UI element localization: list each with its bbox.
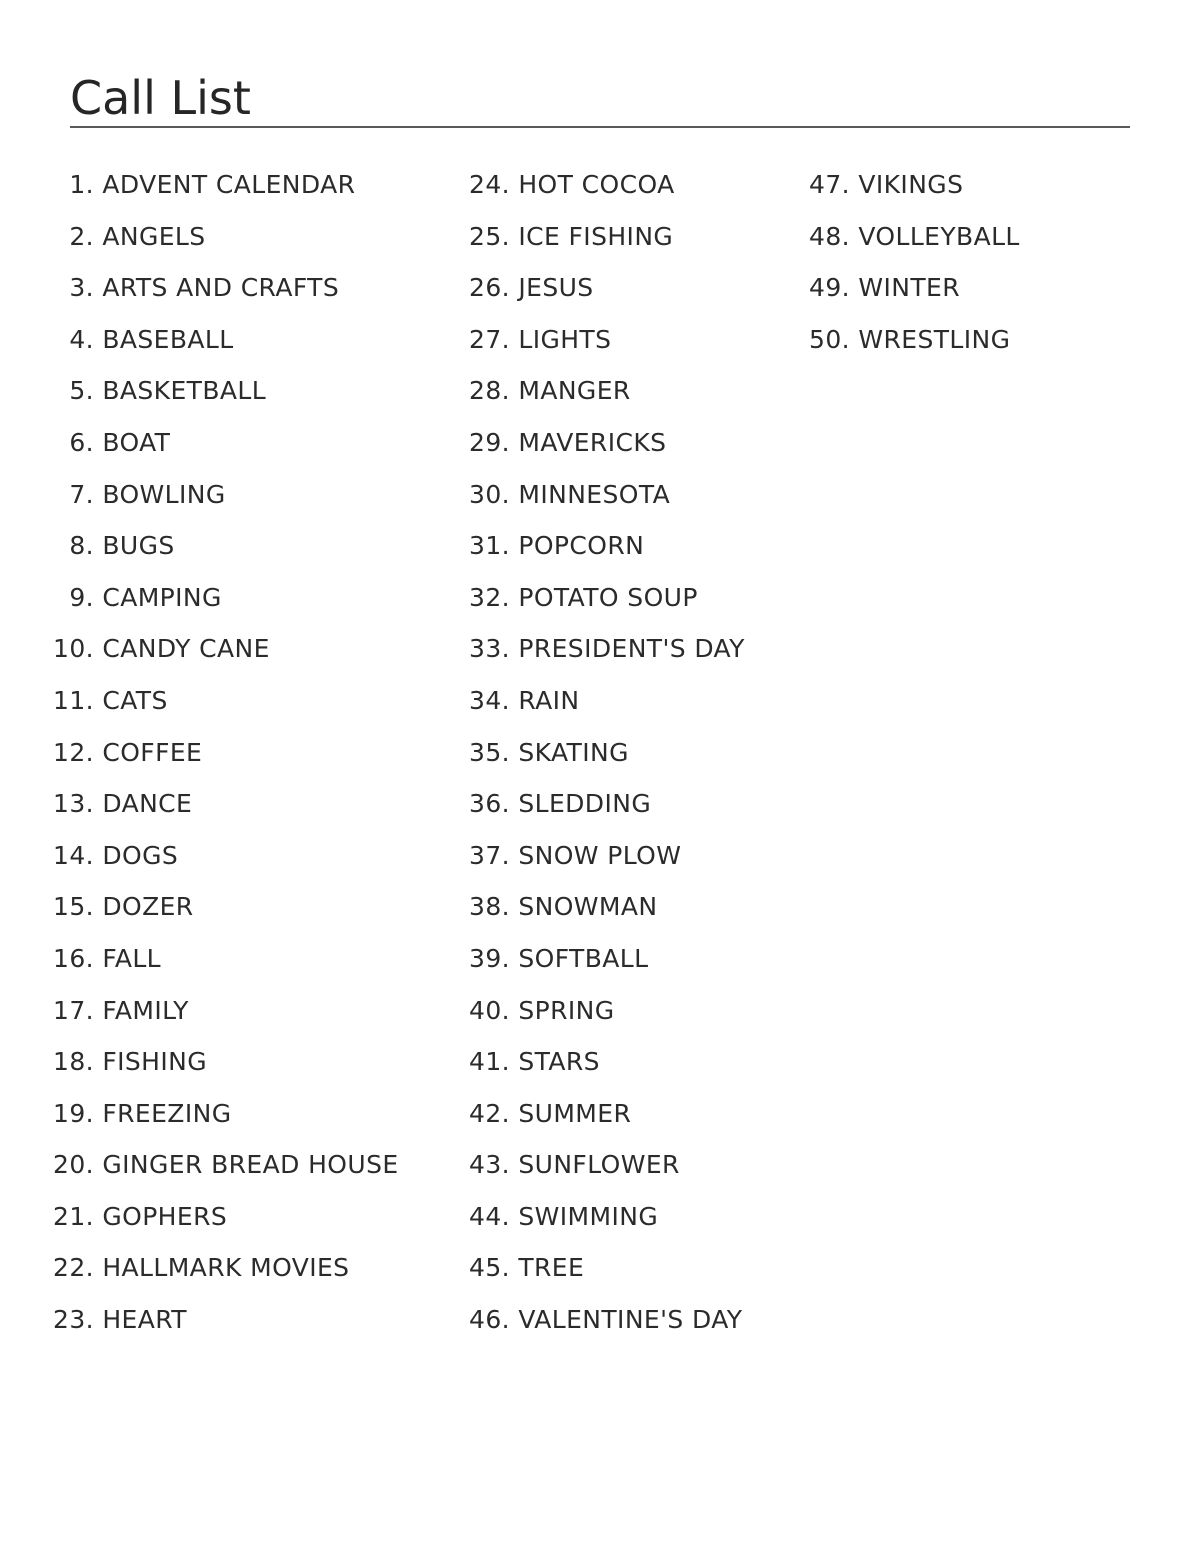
item-word: CAMPING xyxy=(102,582,222,612)
item-word: ARTS AND CRAFTS xyxy=(102,273,340,303)
item-word: WRESTLING xyxy=(858,324,1011,354)
item-word: BASEBALL xyxy=(102,324,234,354)
list-item xyxy=(796,262,1020,314)
call-list-column-3 xyxy=(796,159,1020,365)
list-item xyxy=(40,1242,399,1294)
item-number: 15. xyxy=(53,892,94,922)
item-number: 6. xyxy=(69,427,94,457)
list-item xyxy=(40,675,399,727)
item-word: ICE FISHING xyxy=(518,221,674,251)
item-number: 36. xyxy=(469,789,510,819)
list-item xyxy=(40,262,399,314)
list-item xyxy=(796,159,1020,211)
item-number: 10. xyxy=(53,634,94,664)
item-word: SWIMMING xyxy=(518,1201,659,1231)
list-item xyxy=(40,159,399,211)
list-item xyxy=(456,830,745,882)
item-word: SNOWMAN xyxy=(518,892,658,922)
item-number: 42. xyxy=(469,1098,510,1128)
list-item xyxy=(456,727,745,779)
item-number: 38. xyxy=(469,892,510,922)
list-item xyxy=(456,572,745,624)
item-word: CANDY CANE xyxy=(102,634,270,664)
list-item xyxy=(456,881,745,933)
list-item xyxy=(456,469,745,521)
list-item xyxy=(40,417,399,469)
item-word: ADVENT CALENDAR xyxy=(102,170,356,199)
item-word: WINTER xyxy=(858,273,960,303)
list-item xyxy=(40,469,399,521)
item-number: 20. xyxy=(53,1150,94,1180)
list-item xyxy=(456,417,745,469)
list-item xyxy=(40,1139,399,1191)
item-number: 22. xyxy=(53,1253,94,1283)
item-word: COFFEE xyxy=(102,737,203,767)
call-list-column-1 xyxy=(40,159,399,1346)
list-item xyxy=(40,778,399,830)
list-item xyxy=(40,520,399,572)
title-divider xyxy=(70,126,1130,128)
item-word: DOZER xyxy=(102,892,194,922)
item-word: FREEZING xyxy=(102,1098,232,1128)
item-number: 11. xyxy=(53,685,94,715)
item-word: BOAT xyxy=(102,427,171,457)
list-item xyxy=(40,985,399,1037)
item-word: BOWLING xyxy=(102,479,226,509)
list-item xyxy=(40,1088,399,1140)
list-item xyxy=(40,211,399,263)
item-number: 31. xyxy=(469,531,510,561)
item-word: FALL xyxy=(102,943,162,973)
item-word: HALLMARK MOVIES xyxy=(102,1253,350,1283)
item-number: 35. xyxy=(469,737,510,767)
item-number: 29. xyxy=(469,427,510,457)
item-word: HEART xyxy=(102,1305,187,1335)
list-item xyxy=(456,211,745,263)
item-word: SOFTBALL xyxy=(518,943,649,973)
list-item xyxy=(456,1036,745,1088)
item-number: 30. xyxy=(469,479,510,509)
item-word: TREE xyxy=(518,1253,585,1283)
item-number: 26. xyxy=(469,273,510,303)
list-item xyxy=(456,1242,745,1294)
list-item xyxy=(456,159,745,211)
item-number: 23. xyxy=(53,1305,94,1335)
item-word: SKATING xyxy=(518,737,629,767)
item-number: 3. xyxy=(69,273,94,303)
list-item xyxy=(40,1036,399,1088)
list-item xyxy=(456,675,745,727)
item-number: 49. xyxy=(809,273,850,303)
item-number: 14. xyxy=(53,840,94,870)
list-item xyxy=(456,262,745,314)
item-number: 19. xyxy=(53,1098,94,1128)
list-item xyxy=(456,1088,745,1140)
item-word: CATS xyxy=(102,685,168,715)
item-number: 47. xyxy=(809,170,850,199)
item-number: 5. xyxy=(69,376,94,406)
list-item xyxy=(40,1191,399,1243)
item-word: GINGER BREAD HOUSE xyxy=(102,1150,399,1180)
item-word: VALENTINE'S DAY xyxy=(518,1305,743,1335)
item-number: 24. xyxy=(469,170,510,199)
list-item xyxy=(456,365,745,417)
list-item xyxy=(40,1294,399,1346)
item-number: 1. xyxy=(69,170,94,199)
list-item xyxy=(456,1139,745,1191)
item-word: DOGS xyxy=(102,840,179,870)
list-item xyxy=(40,881,399,933)
item-number: 12. xyxy=(53,737,94,767)
item-word: SLEDDING xyxy=(518,789,652,819)
item-number: 34. xyxy=(469,685,510,715)
item-number: 46. xyxy=(469,1305,510,1335)
list-item xyxy=(456,933,745,985)
item-word: POTATO SOUP xyxy=(518,582,698,612)
item-word: MINNESOTA xyxy=(518,479,671,509)
item-word: SUMMER xyxy=(518,1098,632,1128)
item-number: 4. xyxy=(69,324,94,354)
list-item xyxy=(40,830,399,882)
item-number: 8. xyxy=(69,531,94,561)
item-word: VOLLEYBALL xyxy=(858,221,1020,251)
call-list-column-2 xyxy=(456,159,745,1346)
item-number: 50. xyxy=(809,324,850,354)
item-number: 13. xyxy=(53,789,94,819)
item-number: 21. xyxy=(53,1201,94,1231)
list-item xyxy=(456,520,745,572)
item-word: VIKINGS xyxy=(858,170,964,199)
item-word: JESUS xyxy=(518,273,594,303)
item-number: 37. xyxy=(469,840,510,870)
list-item xyxy=(40,572,399,624)
item-number: 27. xyxy=(469,324,510,354)
list-item xyxy=(40,314,399,366)
item-word: BASKETBALL xyxy=(102,376,267,406)
item-number: 48. xyxy=(809,221,850,251)
item-word: LIGHTS xyxy=(518,324,612,354)
item-word: GOPHERS xyxy=(102,1201,228,1231)
item-word: POPCORN xyxy=(518,531,645,561)
list-item xyxy=(456,1191,745,1243)
item-number: 45. xyxy=(469,1253,510,1283)
list-item xyxy=(40,365,399,417)
list-item xyxy=(40,933,399,985)
list-item xyxy=(456,623,745,675)
item-number: 17. xyxy=(53,995,94,1025)
item-number: 32. xyxy=(469,582,510,612)
list-item xyxy=(796,314,1020,366)
item-number: 9. xyxy=(69,582,94,612)
list-item xyxy=(40,727,399,779)
item-number: 43. xyxy=(469,1150,510,1180)
item-word: SUNFLOWER xyxy=(518,1150,680,1180)
item-word: HOT COCOA xyxy=(518,170,675,199)
item-number: 25. xyxy=(469,221,510,251)
item-number: 18. xyxy=(53,1047,94,1077)
item-word: SPRING xyxy=(518,995,615,1025)
item-word: STARS xyxy=(518,1047,600,1077)
list-item xyxy=(40,623,399,675)
list-item xyxy=(456,778,745,830)
item-word: SNOW PLOW xyxy=(518,840,682,870)
item-number: 39. xyxy=(469,943,510,973)
item-word: DANCE xyxy=(102,789,193,819)
item-word: ANGELS xyxy=(102,221,206,251)
page-title: Call List xyxy=(70,71,251,125)
item-word: RAIN xyxy=(518,685,580,715)
item-number: 7. xyxy=(69,479,94,509)
item-number: 40. xyxy=(469,995,510,1025)
item-word: MAVERICKS xyxy=(518,427,667,457)
item-number: 28. xyxy=(469,376,510,406)
item-number: 2. xyxy=(69,221,94,251)
item-number: 41. xyxy=(469,1047,510,1077)
list-item xyxy=(456,985,745,1037)
list-item xyxy=(796,211,1020,263)
list-item xyxy=(456,1294,745,1346)
list-item xyxy=(456,314,745,366)
item-number: 44. xyxy=(469,1201,510,1231)
item-word: PRESIDENT'S DAY xyxy=(518,634,745,664)
item-number: 33. xyxy=(469,634,510,664)
item-word: FAMILY xyxy=(102,995,189,1025)
item-number: 16. xyxy=(53,943,94,973)
item-word: MANGER xyxy=(518,376,631,406)
item-word: FISHING xyxy=(102,1047,208,1077)
item-word: BUGS xyxy=(102,531,175,561)
